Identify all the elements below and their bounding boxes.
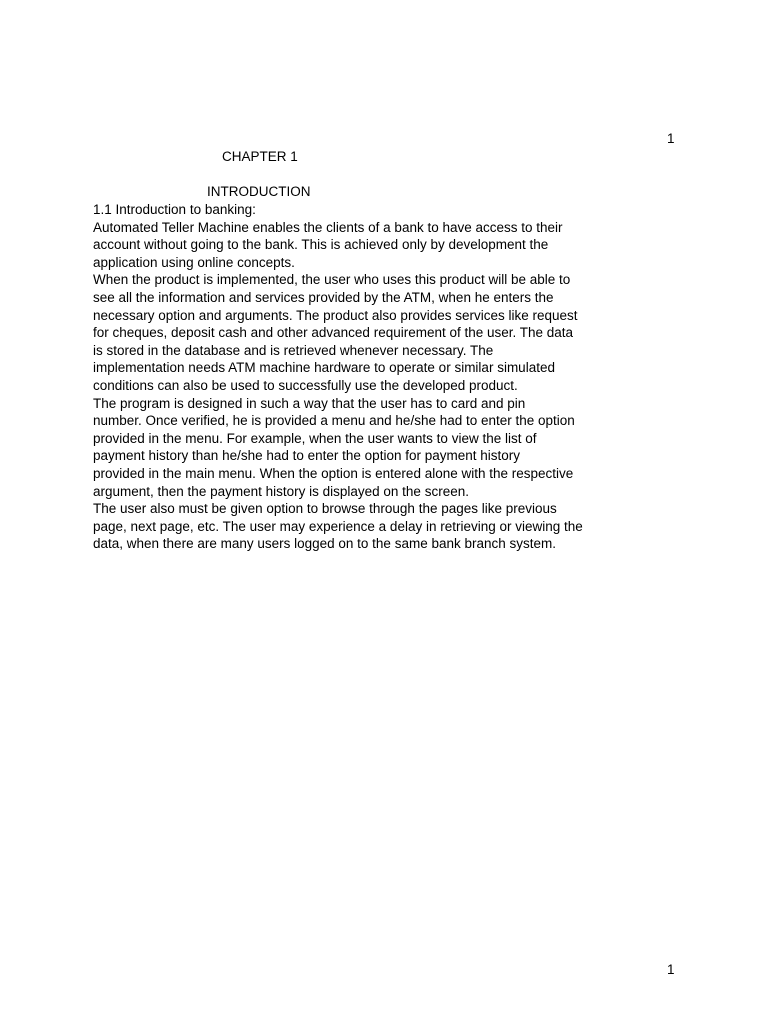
section-heading: 1.1 Introduction to banking: xyxy=(93,202,256,217)
body-line: page, next page, etc. The user may experience a delay in retrieving or viewing the xyxy=(93,518,583,534)
body-line: for cheques, deposit cash and other advanced requirement of the user. The data xyxy=(93,325,574,341)
body-line: Automated Teller Machine enables the clients of a bank to have access to their xyxy=(93,219,563,235)
body-line: conditions can also be used to successfully use the developed product. xyxy=(93,377,518,393)
body-line: The program is designed in such a way that the user has to card and pin xyxy=(93,395,526,411)
body-line: provided in the menu. For example, when the user wants to view the list of xyxy=(93,430,537,446)
body-line: The user also must be given option to browse through the pages like previous xyxy=(93,501,557,517)
body-line: payment history than he/she had to enter the option for payment history xyxy=(93,448,521,464)
body-line: implementation needs ATM machine hardware to operate or similar simulated xyxy=(93,360,555,376)
page-number-top: 1 xyxy=(667,131,675,146)
body-line: application using online concepts. xyxy=(93,254,295,270)
body-line: account without going to the bank. This is achieved only by development the xyxy=(93,237,549,253)
body-line: necessary option and arguments. The product also provides services like request xyxy=(93,307,578,323)
page-number-bottom: 1 xyxy=(667,962,675,977)
body-line: is stored in the database and is retrieved whenever necessary. The xyxy=(93,342,494,358)
introduction-heading: INTRODUCTION xyxy=(207,184,311,199)
body-line: When the product is implemented, the user who uses this product will be able to xyxy=(93,272,571,288)
body-text xyxy=(93,201,623,553)
body-line: data, when there are many users logged on to the same bank branch system. xyxy=(93,536,557,552)
body-line: argument, then the payment history is displayed on the screen. xyxy=(93,483,469,499)
chapter-title: CHAPTER 1 xyxy=(222,149,298,164)
body-line: provided in the main menu. When the option is entered alone with the respective xyxy=(93,465,574,481)
body-line: number. Once verified, he is provided a menu and he/she had to enter the option xyxy=(93,413,575,429)
body-line: see all the information and services provided by the ATM, when he enters the xyxy=(93,289,554,305)
